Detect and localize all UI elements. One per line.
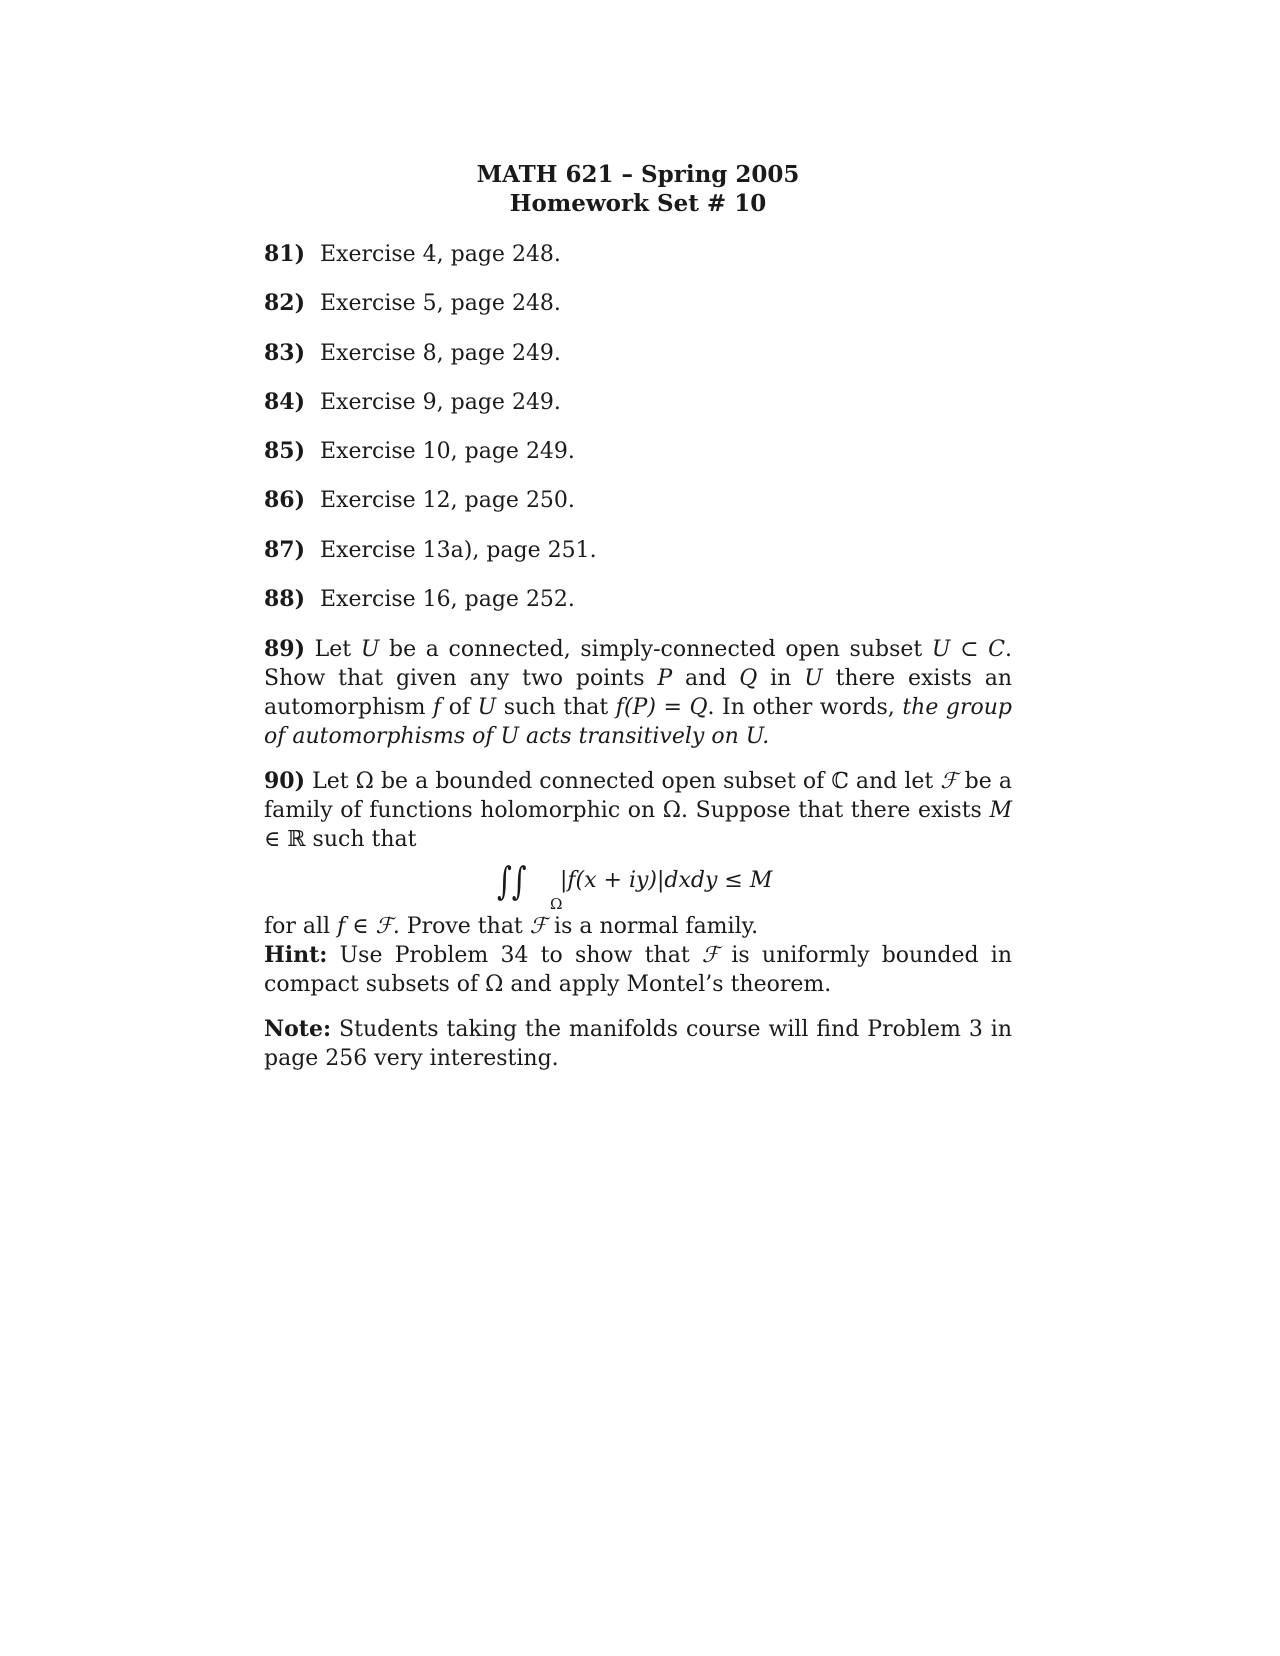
problem-text: . Prove that bbox=[392, 914, 530, 940]
math-var: U bbox=[360, 637, 380, 663]
note-label: Note: bbox=[264, 1016, 332, 1043]
problem-number: 90) bbox=[264, 768, 306, 795]
problem-text: of bbox=[441, 695, 478, 721]
hint-text: is uniformly bounded in compact subsets of Ω and apply Montel’s theorem. bbox=[264, 943, 1012, 998]
emphasis-text: . bbox=[762, 724, 770, 750]
exercise-text: Exercise 8, page 249. bbox=[320, 340, 561, 366]
exercise-text: Exercise 5, page 248. bbox=[320, 291, 561, 317]
problem-90-statement bbox=[264, 767, 1012, 854]
math-expr: f ∈ ℱ bbox=[337, 914, 393, 940]
problem-text: such that bbox=[496, 695, 616, 721]
emphasis-text: acts transitively on bbox=[519, 724, 746, 750]
problem-number: 89) bbox=[264, 636, 306, 663]
list-item bbox=[264, 437, 1012, 486]
integral-domain: Ω bbox=[550, 895, 563, 914]
exercise-number: 84) bbox=[264, 388, 306, 415]
emphasis-text: the group of automorphisms of bbox=[264, 695, 1013, 750]
math-var: M bbox=[989, 798, 1012, 824]
exercise-text: Exercise 9, page 249. bbox=[320, 389, 561, 415]
note bbox=[264, 1015, 1012, 1073]
math-var: U bbox=[804, 666, 823, 692]
exercise-number: 87) bbox=[264, 536, 306, 563]
exercise-number: 81) bbox=[264, 241, 306, 267]
document-header bbox=[264, 160, 1012, 218]
exercise-text: Exercise 4, page 248. bbox=[320, 242, 561, 267]
exercise-number: 83) bbox=[264, 339, 306, 366]
list-item bbox=[264, 585, 1012, 634]
exercise-number: 82) bbox=[264, 290, 306, 317]
double-integral-sign: ∫∫ bbox=[496, 859, 527, 904]
math-var: U bbox=[745, 724, 763, 750]
list-item bbox=[264, 339, 1012, 388]
problem-90 bbox=[264, 767, 1012, 999]
course-title: MATH 621 – Spring 2005 bbox=[476, 161, 800, 188]
list-item bbox=[264, 289, 1012, 338]
exercise-text: Exercise 16, page 252. bbox=[320, 587, 575, 613]
list-item bbox=[264, 536, 1012, 585]
problem-text: Let Ω be a bounded connected open subset of ℂ and let bbox=[305, 769, 941, 795]
problem-text: in bbox=[757, 666, 805, 692]
integral-equation bbox=[264, 854, 1012, 912]
exercise-text: Exercise 12, page 250. bbox=[320, 488, 575, 514]
math-var: ℱ bbox=[701, 943, 720, 969]
math-var: f bbox=[433, 695, 442, 721]
math-expr: f(P) = Q bbox=[615, 695, 708, 721]
problem-text: ∈ ℝ such that bbox=[264, 827, 417, 853]
integral-expression bbox=[492, 854, 773, 914]
math-expr: U ⊂ C bbox=[931, 637, 1005, 663]
hint-label: Hint: bbox=[264, 942, 328, 969]
problem-text: for all bbox=[264, 914, 338, 940]
problem-text: . Show that given any two points bbox=[264, 637, 1012, 692]
integrand: |f(x + iy)|dxdy ≤ M bbox=[560, 868, 773, 894]
exercise-number: 85) bbox=[264, 438, 306, 465]
problem-text: and bbox=[672, 666, 740, 692]
exercise-number: 86) bbox=[264, 487, 306, 514]
math-var: ℱ bbox=[529, 914, 548, 940]
math-var: U bbox=[500, 724, 520, 750]
exercise-list bbox=[264, 240, 1012, 634]
math-var: P bbox=[657, 666, 673, 692]
homework-title: Homework Set # 10 bbox=[509, 190, 767, 217]
math-var: Q bbox=[739, 666, 758, 692]
homework-page bbox=[264, 160, 1012, 1073]
list-item bbox=[264, 486, 1012, 535]
list-item bbox=[264, 240, 1012, 289]
hint bbox=[264, 941, 1012, 999]
problem-text: is a normal family. bbox=[547, 914, 759, 940]
problem-text: be a connected, simply-connected open subset bbox=[379, 637, 932, 663]
exercise-text: Exercise 13a), page 251. bbox=[320, 537, 597, 563]
problem-text: there exists an automorphism bbox=[264, 666, 1012, 721]
problem-89 bbox=[264, 635, 1012, 751]
problem-text: be a family of functions holomorphic on Ω. Suppose that there exists bbox=[264, 769, 1012, 824]
exercise-number: 88) bbox=[264, 586, 306, 613]
problem-text: Let bbox=[305, 637, 361, 663]
math-var: U bbox=[477, 695, 497, 721]
exercise-text: Exercise 10, page 249. bbox=[320, 439, 575, 465]
hint-text: Use Problem 34 to show that bbox=[327, 943, 702, 969]
problem-90-conclusion bbox=[264, 912, 1012, 941]
list-item bbox=[264, 388, 1012, 437]
note-text: Students taking the manifolds course will find Problem 3 in page 256 very interesting. bbox=[264, 1017, 1012, 1072]
problem-text: . In other words, bbox=[707, 695, 903, 721]
math-var: ℱ bbox=[940, 769, 958, 795]
